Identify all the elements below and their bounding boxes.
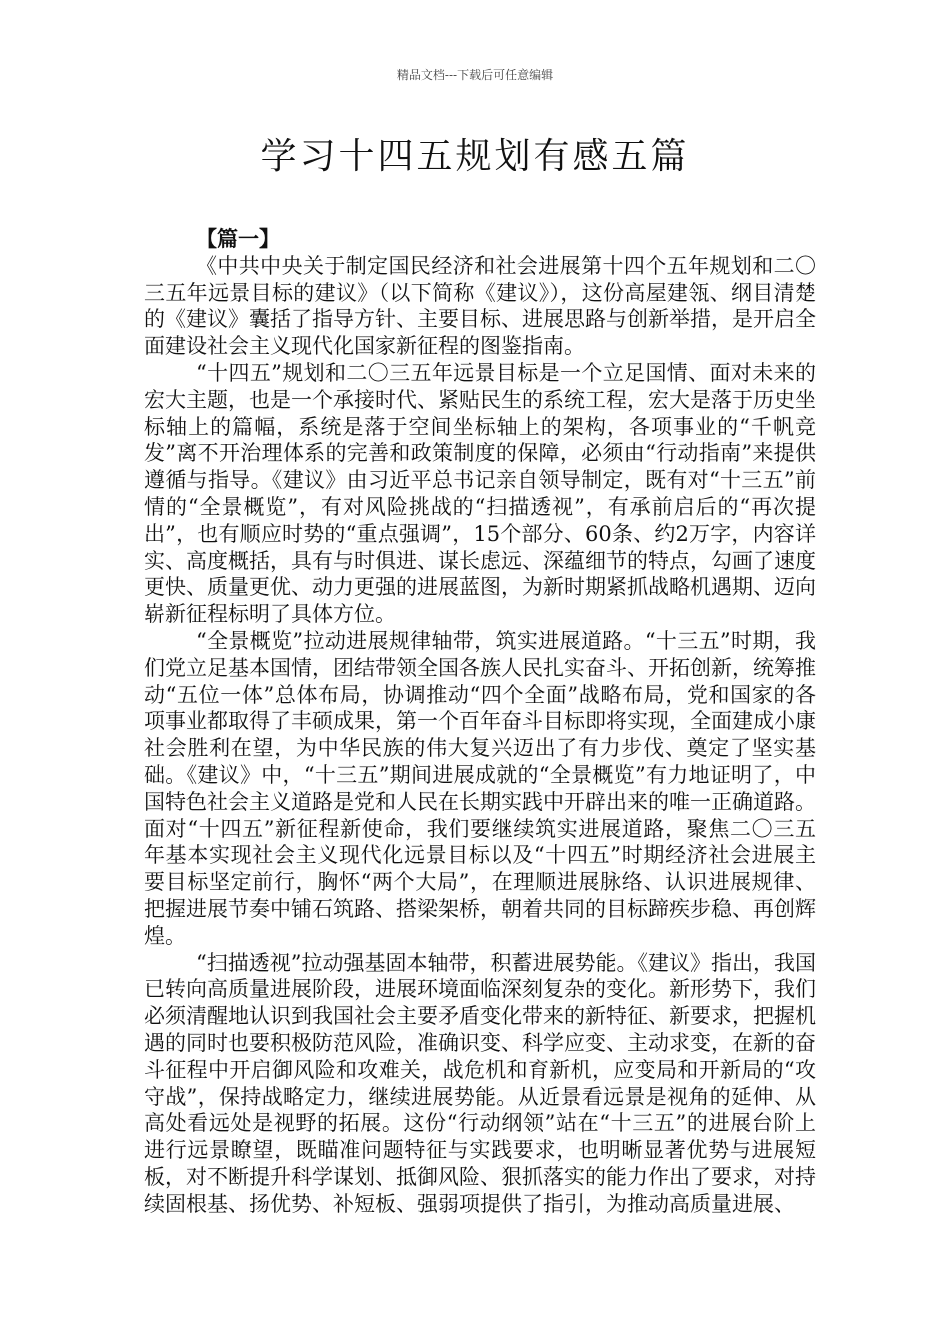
paragraph-4: “扫描透视”拉动强基固本轴带，积蓄进展势能。《建议》指出，我国已转向高质量进展阶段，进展环境面临深刻复杂的变化。新形势下，我们必须清醒地认识到我国社会主要矛盾变化带来的新特征、新要求，把握机遇的同时也要积极防范风险，准确识变、科学应变、主动求变，在新的奋斗征程中开启御风险和攻难关，战危机和育新机，应变局和开新局的“攻守战”，保持战略定力，继续进展势能。从近景看远景是视角的延伸、从高处看远处是视野的拓展。这份“行动纲领”站在“十三五”的进展台阶上进行远景瞭望，既瞄准问题特征与实践要求，也明晰显著优势与进展短板，对不断提升科学谋划、抵御风险、狠抓落实的能力作出了要求，对持续固根基、扬优势、补短板、强弱项提供了指引，为推动高质量进展、 bbox=[144, 950, 816, 1216]
paragraph-2: “十四五”规划和二〇三五年远景目标是一个立足国情、面对未来的宏大主题，也是一个承接时代、紧贴民生的系统工程，宏大是落于历史坐标轴上的篇幅，系统是落于空间坐标轴上的架构，各项事业的“千帆竞发”离不开治理体系的完善和政策制度的保障，必须由“行动指南”来提供遵循与指导。《建议》由习近平总书记亲自领导制定，既有对“十三五”前情的“全景概览”，有对风险挑战的“扫描透视”，有承前启后的“再次提出”，也有顺应时势的“重点强调”，15个部分、60条、约2万字，内容详实、高度概括，具有与时俱进、谋长虑远、深蕴细节的特点，勾画了速度更快、质量更优、动力更强的进展蓝图，为新时期紧抓战略机遇期、迈向崭新征程标明了具体方位。 bbox=[144, 360, 816, 627]
document-title: 学习十四五规划有感五篇 bbox=[260, 136, 690, 177]
document-body bbox=[144, 226, 816, 1217]
paragraph-3: “全景概览”拉动进展规律轴带，筑实进展道路。“十三五”时期，我们党立足基本国情，团结带领全国各族人民扎实奋斗、开拓创新，统筹推动“五位一体”总体布局，协调推动“四个全面”战略布局，党和国家的各项事业都取得了丰硕成果，第一个百年奋斗目标即将实现，全面建成小康社会胜利在望，为中华民族的伟大复兴迈出了有力步伐、奠定了坚实基础。《建议》中，“十三五”期间进展成就的“全景概览”有力地证明了，中国特色社会主义道路是党和人民在长期实践中开辟出来的唯一正确道路。面对“十四五”新征程新使命，我们要继续筑实进展道路，聚焦二〇三五年基本实现社会主义现代化远景目标以及“十四五”时期经济社会进展主要目标坚定前行，胸怀“两个大局”，在理顺进展脉络、认识进展规律、把握进展节奏中铺石筑路、搭梁架桥，朝着共同的目标蹄疾步稳、再创辉煌。 bbox=[144, 628, 816, 948]
running-header: 精品文档---下载后可任意编辑 bbox=[396, 68, 554, 82]
section-heading: 【篇一】 bbox=[196, 226, 280, 251]
paragraph-1: 《中共中央关于制定国民经济和社会进展第十四个五年规划和二〇三五年远景目标的建议》（以下简称《建议》），这份高屋建瓴、纲目清楚的《建议》囊括了指导方针、主要目标、进展思路与创新举措，是开启全面建设社会主义现代化国家新征程的图鉴指南。 bbox=[144, 253, 816, 359]
